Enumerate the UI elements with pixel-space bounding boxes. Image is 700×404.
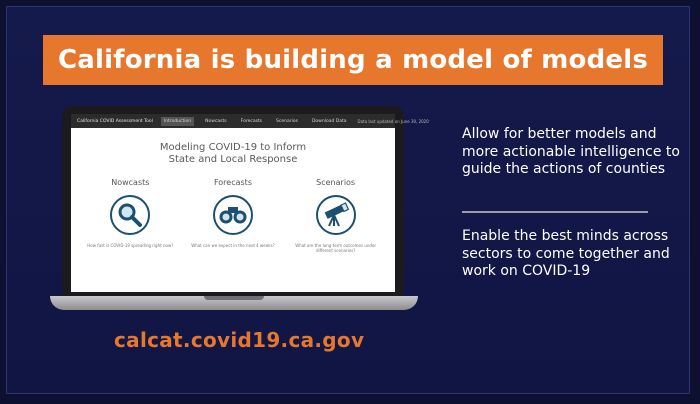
binoculars-icon[interactable] bbox=[213, 195, 253, 235]
slide-title: California is building a model of models bbox=[57, 45, 649, 75]
column-nowcasts[interactable] bbox=[85, 178, 175, 253]
divider bbox=[462, 211, 648, 213]
telescope-icon[interactable] bbox=[316, 195, 356, 235]
nav-nowcasts[interactable]: Nowcasts bbox=[205, 118, 227, 124]
site-brand[interactable]: California COVID Assessment Tool bbox=[77, 118, 153, 124]
site-navbar bbox=[71, 114, 429, 128]
site-heading bbox=[71, 142, 395, 166]
nav-introduction[interactable]: Introduction bbox=[161, 117, 194, 126]
column-label: Forecasts bbox=[213, 178, 252, 187]
column-description: What are the long-term outcomes under different scenarios? bbox=[295, 243, 377, 253]
magnifier-icon[interactable] bbox=[110, 195, 150, 235]
column-label: Scenarios bbox=[316, 178, 356, 187]
website-screenshot bbox=[71, 114, 429, 292]
site-heading-line2: State and Local Response bbox=[168, 154, 298, 165]
data-updated-text: Data last updated on June 30, 2020 bbox=[357, 118, 429, 124]
bullet-best-minds: Enable the best minds across sectors to come together and work on COVID-19 bbox=[462, 228, 670, 279]
title-banner bbox=[43, 35, 663, 85]
column-description: How fast is COVID-19 spreading right now? bbox=[87, 243, 174, 248]
site-columns bbox=[71, 178, 395, 253]
bullet-better-models: Allow for better models and more actionable intelligence to guide the actions of counties bbox=[462, 126, 680, 177]
laptop-notch bbox=[204, 296, 264, 300]
laptop-screen bbox=[62, 106, 429, 298]
column-label: Nowcasts bbox=[111, 178, 150, 187]
nav-forecasts[interactable]: Forecasts bbox=[240, 118, 263, 124]
column-scenarios[interactable] bbox=[291, 178, 381, 253]
nav-download-data[interactable]: Download Data bbox=[311, 118, 347, 124]
website-url[interactable]: calcat.covid19.ca.gov bbox=[114, 328, 365, 352]
site-heading-line1: Modeling COVID-19 to Inform bbox=[159, 142, 307, 153]
column-description: What can we expect in the next 4 weeks? bbox=[191, 243, 275, 248]
nav-scenarios[interactable]: Scenarios bbox=[276, 118, 298, 124]
column-forecasts[interactable] bbox=[188, 178, 278, 253]
